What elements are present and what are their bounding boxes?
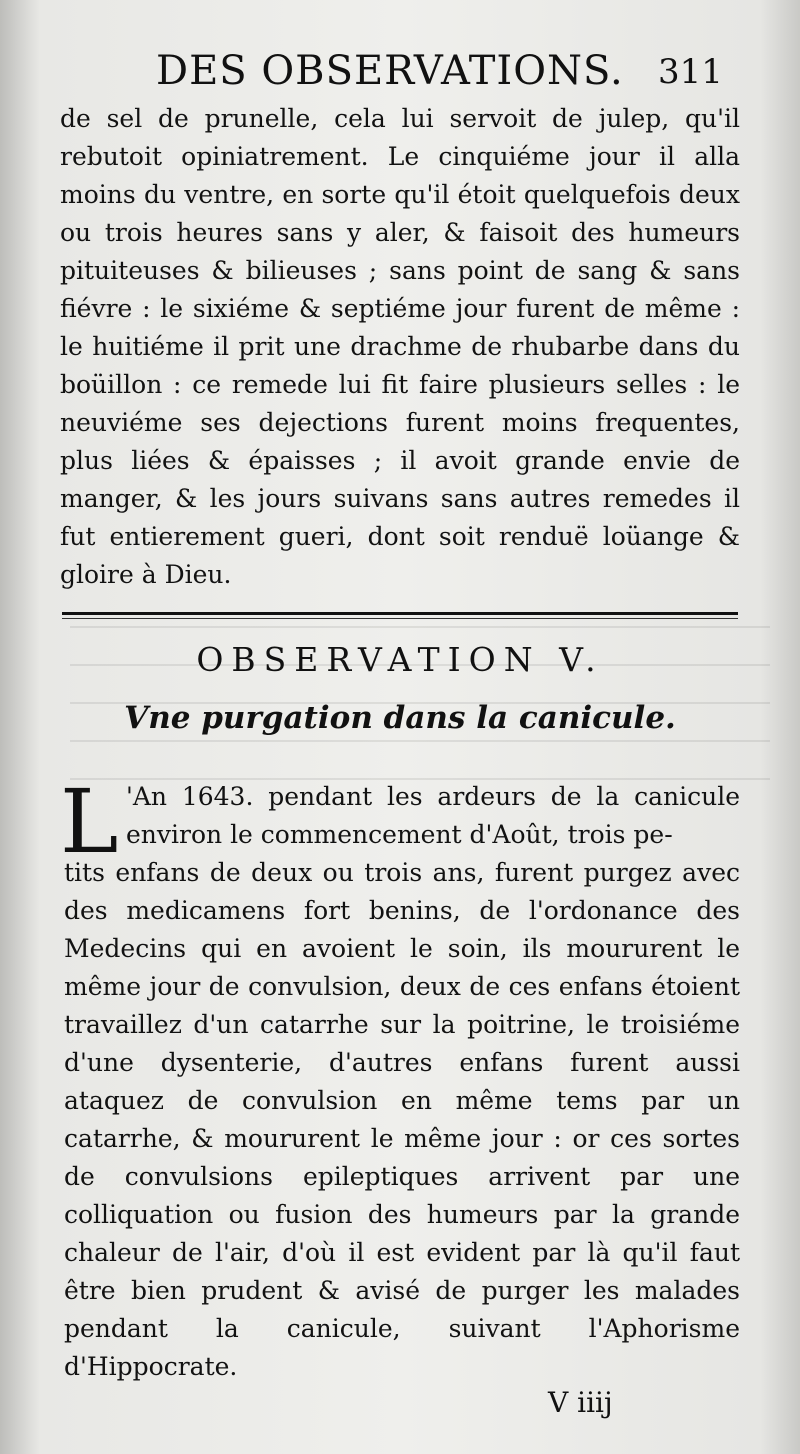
- paragraph-2-body: tits enfans de deux ou trois ans, furent purgez avec des medicamens fort benins, de l'ordonance des Medecins qui en avoient le soin, ils moururent le même jour de convulsion, deux de ces enfans étoient travaillez d'un catarrhe sur la poitrine, le troisiéme d'une dysenterie, d'autres enfans furent aussi ataquez de convulsion en même tems par un catarrhe, & moururent le même jour : or ces sortes de convulsions epileptiques arrivent par une colliquation ou fusion des humeurs par la grande chaleur de l'air, d'où il est evident par là qu'il faut être bien prudent & avisé de purger les malades pendant la canicule, suivant l'Aphorisme d'Hippocrate.: [64, 858, 740, 1381]
- running-head: DES OBSERVATIONS.: [156, 48, 624, 94]
- section-divider-thin: [62, 618, 738, 619]
- page-header: [60, 46, 750, 106]
- show-through-bleed: [70, 600, 770, 780]
- drop-cap: L: [60, 770, 119, 873]
- observation-subtitle: Vne purgation dans la canicule.: [124, 700, 676, 736]
- paragraph-2-opening: 'An 1643. pendant les ardeurs de la canicule environ le commencement d'Août, trois pe-: [126, 782, 740, 849]
- signature-mark: V iiij: [548, 1386, 613, 1419]
- section-divider: [62, 612, 738, 615]
- page-number: 311: [658, 52, 723, 92]
- paragraph-1: de sel de prunelle, cela lui servoit de julep, qu'il rebutoit opiniatrement. Le cinquiéme jour il alla moins du ventre, en sorte qu'il étoit quelquefois deux ou trois heures sans y aler, & faisoit des humeurs pituiteuses & bilieuses ; sans point de sang & sans fiévre : le sixiéme & septiéme jour furent de même : le huitiéme il prit une drachme de rhubarbe dans du boüillon : ce remede lui fit faire plusieurs selles : le neuviéme ses dejections furent moins frequentes, plus liées & épaisses ; il avoit grande envie de manger, & les jours suivans sans autres remedes il fut entierement gueri, dont soit renduë loüange & gloire à Dieu.: [60, 104, 740, 589]
- observation-title: OBSERVATION V.: [196, 640, 604, 679]
